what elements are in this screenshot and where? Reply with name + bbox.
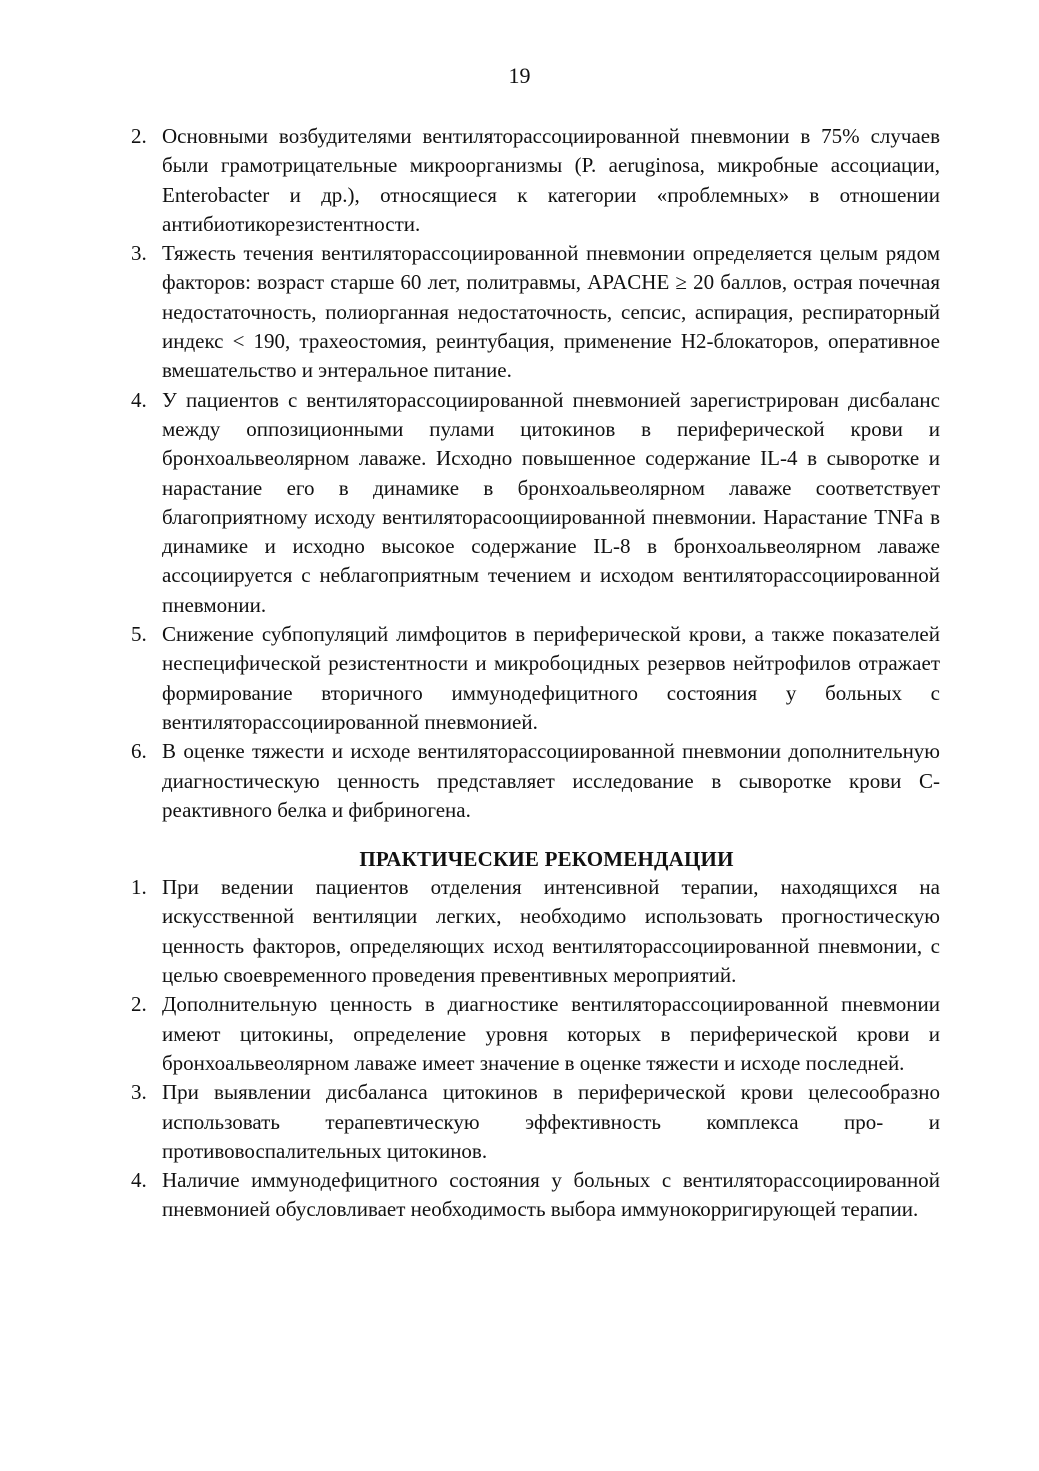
list-item xyxy=(125,1078,940,1166)
list-item xyxy=(125,239,940,385)
section-heading: ПРАКТИЧЕСКИЕ РЕКОМЕНДАЦИИ xyxy=(359,847,734,872)
list-item-number: 4. xyxy=(131,387,147,412)
recommendations-list xyxy=(125,873,940,1225)
list-item-text: При ведении пациентов отделения интенсивной терапии, находящихся на искусственной вентиляции легких, необходимо использовать прогностическую ценность факторов, определяющих исход вентиляторассоциированной пневмонии, с целью своевременного проведения превентивных мероприятий. xyxy=(162,875,940,988)
list-item-number: 4. xyxy=(131,1168,147,1193)
list-item xyxy=(125,1166,940,1225)
list-item xyxy=(125,386,940,620)
list-item xyxy=(125,122,940,239)
list-item-text: Основными возбудителями вентиляторассоциированной пневмонии в 75% случаев были грамотрицательные микроорганизмы (P. aeruginosa, микробные ассоциации, Enterobacter и др.), относящиеся к категории «проблемных» в отношении антибиотикорезистентности. xyxy=(162,124,940,236)
list-item-text: В оценке тяжести и исходе вентиляторассоциированной пневмонии дополнительную диагностическую ценность представляет исследование в сыворотке крови С-реактивного белка и фибриногена. xyxy=(162,739,940,822)
list-item-number: 1. xyxy=(131,875,147,900)
list-item-text: Снижение субпопуляций лимфоцитов в периферической крови, а также показателей неспецифической резистентности и микробоцидных резервов нейтрофилов отражает формирование вторичного иммунодефицитного состояния у больных с вентиляторассоциированной пневмонией. xyxy=(162,622,940,734)
list-item-number: 6. xyxy=(131,739,147,764)
page-number: 19 xyxy=(508,63,531,88)
list-item xyxy=(125,737,940,825)
page-content xyxy=(125,122,940,1225)
list-item-number: 2. xyxy=(131,124,147,148)
list-item-text: Тяжесть течения вентиляторассоциированной пневмонии определяется целым рядом факторов: возраст старше 60 лет, политравмы, APACHE ≥ 20 баллов, острая почечная недостаточность, полиорганная недостаточность, сепсис, аспирация, респираторный индекс < 190, трахеостомия, реинтубация, применение Н2-блокаторов, оперативное вмешательство и энтеральное питание. xyxy=(162,241,940,383)
list-item xyxy=(125,990,940,1078)
list-item-number: 2. xyxy=(131,992,147,1017)
list-item xyxy=(125,873,940,990)
list-item-number: 3. xyxy=(131,241,147,266)
list-item-text: Дополнительную ценность в диагностике вентиляторассоциированной пневмонии имеют цитокины, определение уровня которых в периферической крови и бронхоальвеолярном лаваже имеет значение в оценке тяжести и исходе последней. xyxy=(162,992,940,1075)
list-item-number: 3. xyxy=(131,1080,147,1105)
list-item-text: Наличие иммунодефицитного состояния у больных с вентиляторассоциированной пневмонией обусловливает необходимость выбора иммунокорригирующей терапии. xyxy=(162,1168,940,1222)
list-item xyxy=(125,620,940,737)
conclusions-list xyxy=(125,122,940,825)
list-item-number: 5. xyxy=(131,622,147,647)
list-item-text: При выявлении дисбаланса цитокинов в периферической крови целесообразно использовать терапевтическую эффективность комплекса про- и противовоспалительных цитокинов. xyxy=(162,1080,940,1163)
list-item-text: У пациентов с вентиляторассоциированной пневмонией зарегистрирован дисбаланс между оппозиционными пулами цитокинов в периферической крови и бронхоальвеолярном лаваже. Исходно повышенное содержание IL-4 в сыворотке и нарастание его в динамике в бронхоальвеолярном лаваже соответствует благоприятному исходу вентиляторасоощиированной пневмонии. Нарастание TNFa в динамике и исходно высокое содержание IL-8 в бронхоальвеолярном лаваже ассоциируется с неблагоприятным течением и исходом вентиляторассоциированной пневмонии. xyxy=(162,387,940,617)
